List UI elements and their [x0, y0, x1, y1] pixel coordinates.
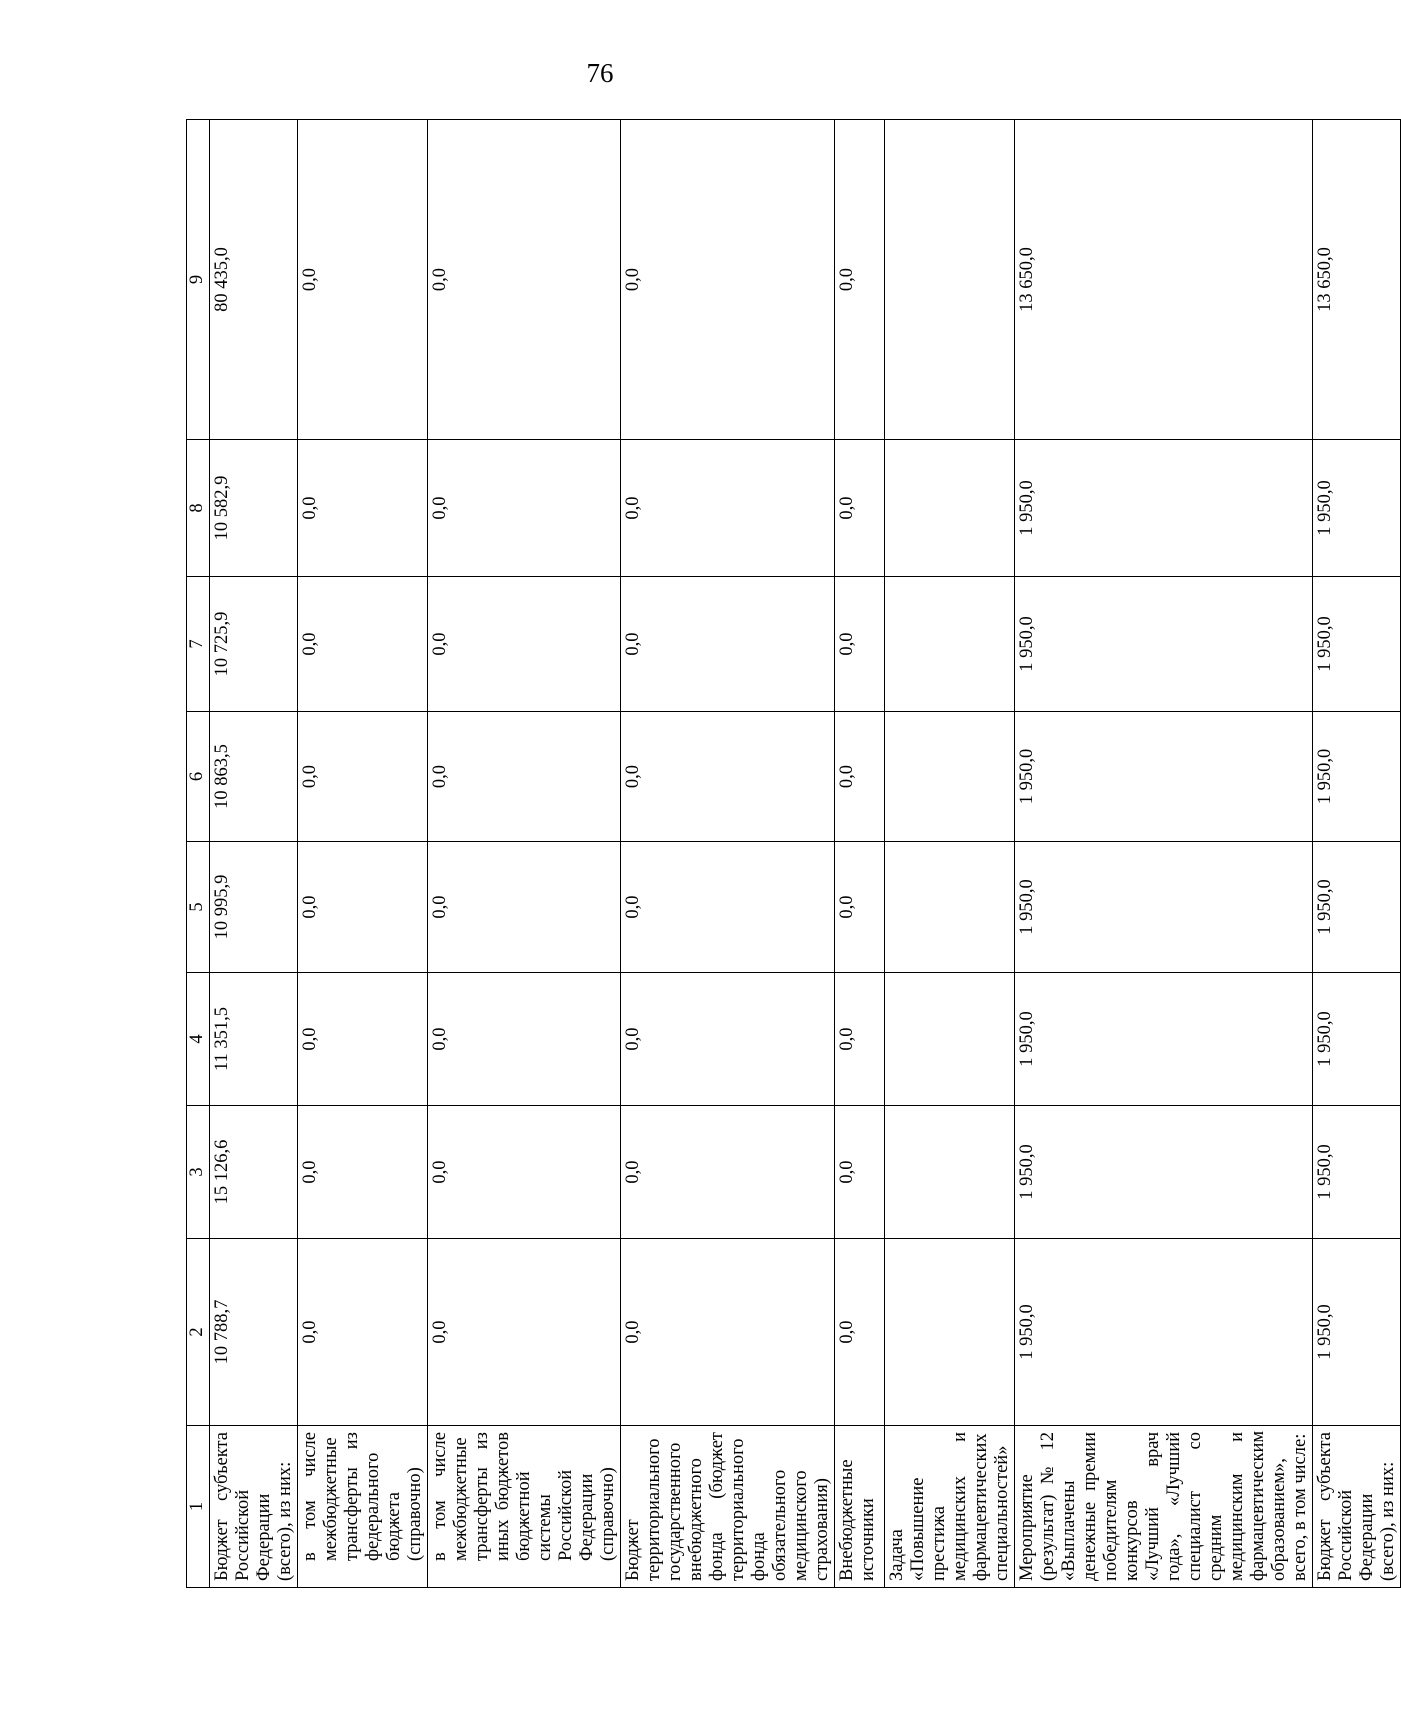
header-cell: 2 [187, 1239, 210, 1426]
value-cell: 0,0 [298, 712, 428, 842]
value-cell: 0,0 [428, 842, 621, 973]
value-cell: 0,0 [428, 1239, 621, 1426]
value-cell: 1 950,0 [1015, 577, 1313, 712]
value-cell [885, 842, 1015, 973]
page-number: 76 [586, 58, 614, 88]
value-cell: 0,0 [298, 120, 428, 440]
rotated-table-container [186, 120, 1398, 1588]
value-cell: 0,0 [835, 973, 885, 1106]
value-cell: 1 950,0 [1313, 440, 1401, 577]
header-cell: 8 [187, 440, 210, 577]
value-cell: 0,0 [621, 120, 835, 440]
value-cell: 0,0 [621, 1106, 835, 1239]
value-cell: 0,0 [298, 577, 428, 712]
value-cell: 10 995,9 [210, 842, 298, 973]
value-cell: 0,0 [298, 1239, 428, 1426]
table-body [187, 120, 1401, 1588]
value-cell: 1 950,0 [1015, 440, 1313, 577]
value-cell: 10 725,9 [210, 577, 298, 712]
value-cell [885, 577, 1015, 712]
value-cell: 11 351,5 [210, 973, 298, 1106]
value-cell: 0,0 [621, 440, 835, 577]
row-label: Внебюджетные источники [835, 1426, 885, 1588]
row-territorial-fund-budget [621, 120, 835, 1588]
value-cell: 0,0 [621, 1239, 835, 1426]
value-cell [885, 1239, 1015, 1426]
header-cell: 9 [187, 120, 210, 440]
value-cell: 0,0 [835, 842, 885, 973]
value-cell: 0,0 [298, 842, 428, 973]
value-cell: 0,0 [835, 577, 885, 712]
value-cell: 1 950,0 [1313, 973, 1401, 1106]
value-cell [885, 1106, 1015, 1239]
row-regional-budget-measure-12 [1313, 120, 1401, 1588]
value-cell: 1 950,0 [1015, 1239, 1313, 1426]
value-cell: 0,0 [835, 120, 885, 440]
row-label: Бюджет субъекта Российской Федерации (всего), из них: [210, 1426, 298, 1588]
value-cell [885, 973, 1015, 1106]
value-cell: 0,0 [428, 1106, 621, 1239]
value-cell: 0,0 [835, 712, 885, 842]
value-cell: 0,0 [428, 973, 621, 1106]
value-cell: 0,0 [621, 712, 835, 842]
value-cell: 0,0 [298, 440, 428, 577]
value-cell: 1 950,0 [1313, 1239, 1401, 1426]
value-cell: 1 950,0 [1313, 712, 1401, 842]
row-label: Задача «Повышение престижа медицинских и фармацевтических специальностей» [885, 1426, 1015, 1588]
value-cell: 0,0 [428, 440, 621, 577]
value-cell: 13 650,0 [1313, 120, 1401, 440]
header-cell: 4 [187, 973, 210, 1106]
value-cell: 0,0 [298, 973, 428, 1106]
value-cell: 10 863,5 [210, 712, 298, 842]
value-cell: 0,0 [428, 120, 621, 440]
row-label: Бюджет территориального государственного внебюджетного фонда (бюджет территориального фонда обязательного медицинского страхования) [621, 1426, 835, 1588]
header-cell: 1 [187, 1426, 210, 1588]
header-cell: 5 [187, 842, 210, 973]
value-cell: 0,0 [835, 1239, 885, 1426]
budget-table [186, 119, 1401, 1588]
row-label: в том числе межбюджетные трансферты из федерального бюджета (справочно) [298, 1426, 428, 1588]
table-header-row [187, 120, 210, 1588]
value-cell: 13 650,0 [1015, 120, 1313, 440]
row-measure-12 [1015, 120, 1313, 1588]
value-cell [885, 712, 1015, 842]
row-federal-transfers [298, 120, 428, 1588]
value-cell: 0,0 [621, 973, 835, 1106]
value-cell: 1 950,0 [1313, 842, 1401, 973]
value-cell [885, 440, 1015, 577]
value-cell: 15 126,6 [210, 1106, 298, 1239]
row-task-prestige [885, 120, 1015, 1588]
value-cell: 1 950,0 [1015, 842, 1313, 973]
value-cell: 0,0 [428, 712, 621, 842]
value-cell: 1 950,0 [1015, 712, 1313, 842]
value-cell: 1 950,0 [1015, 973, 1313, 1106]
row-label: Бюджет субъекта Российской Федерации (всего), из них: [1313, 1426, 1401, 1588]
value-cell: 1 950,0 [1313, 1106, 1401, 1239]
header-cell: 7 [187, 577, 210, 712]
row-regional-budget-total [210, 120, 298, 1588]
row-other-budget-transfers [428, 120, 621, 1588]
value-cell: 10 582,9 [210, 440, 298, 577]
value-cell: 1 950,0 [1015, 1106, 1313, 1239]
header-cell: 3 [187, 1106, 210, 1239]
value-cell: 0,0 [835, 440, 885, 577]
value-cell [885, 120, 1015, 440]
header-cell: 6 [187, 712, 210, 842]
row-label: Мероприятие (результат) № 12 «Выплачены денежные премии победителям конкурсов «Лучший врач года», «Лучший специалист со средним медицинским и фармацевтическим образованием», всего, в том числе: [1015, 1426, 1313, 1588]
row-extra-budgetary-sources [835, 120, 885, 1588]
value-cell: 10 788,7 [210, 1239, 298, 1426]
value-cell: 0,0 [298, 1106, 428, 1239]
value-cell: 80 435,0 [210, 120, 298, 440]
row-label: в том числе межбюджетные трансферты из иных бюджетов бюджетной системы Российской Федерации (справочно) [428, 1426, 621, 1588]
value-cell: 0,0 [835, 1106, 885, 1239]
value-cell: 1 950,0 [1313, 577, 1401, 712]
value-cell: 0,0 [621, 842, 835, 973]
value-cell: 0,0 [428, 577, 621, 712]
value-cell: 0,0 [621, 577, 835, 712]
